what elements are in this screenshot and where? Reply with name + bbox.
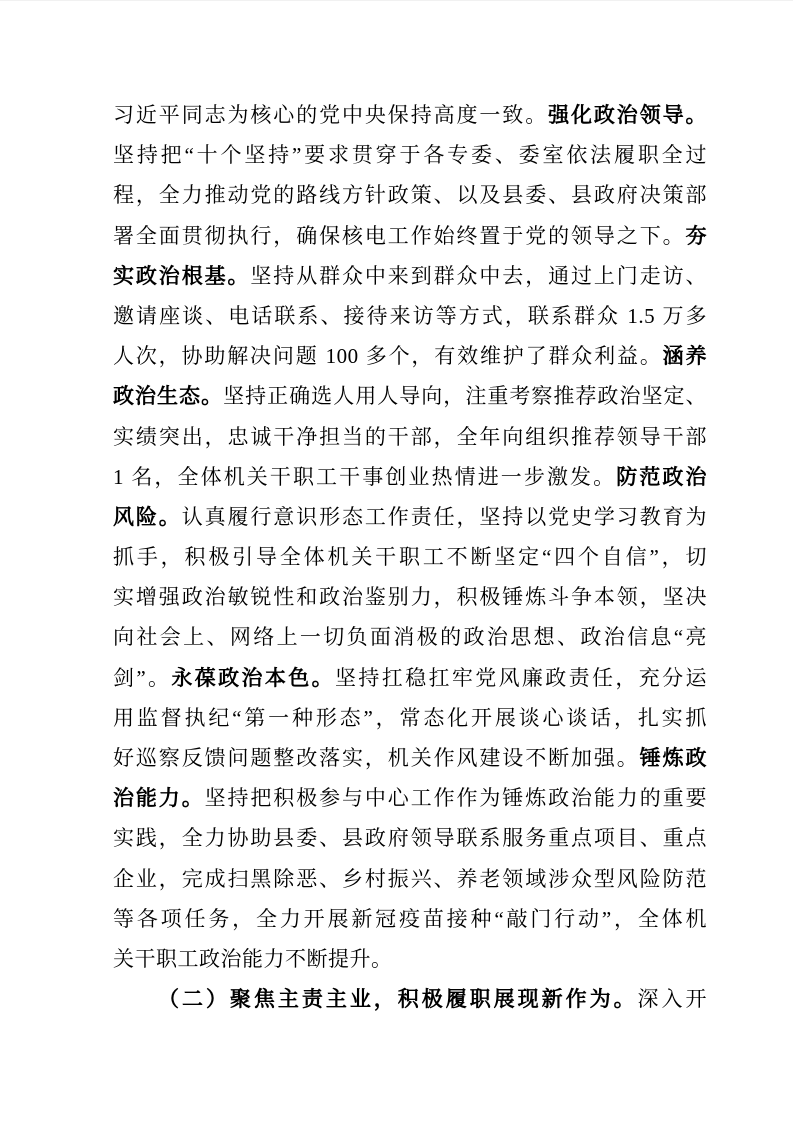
text-line [113,336,707,376]
body-text: 等各项任务，全力开展新冠疫苗接种“敲门行动”，全体机 [113,906,707,931]
text-line [113,738,707,778]
text-line [113,818,707,858]
body-text: 用监督执纪“第一种形态”，常态化开展谈心谈话，扎实抓 [113,705,707,730]
text-line [113,577,707,617]
body-text: 坚持正确选人用人导向，注重考察推荐政治坚定、 [223,384,708,409]
document-body [113,95,707,1019]
emphasis-text: 治能力。 [113,786,205,811]
text-line [113,497,707,537]
body-text: 关干职工政治能力不断提升。 [113,946,393,971]
emphasis-text: 政治生态。 [113,384,224,409]
body-text: 坚持扛稳扛牢党风廉政责任，充分运 [335,665,708,690]
emphasis-text: 强化政治领导。 [548,103,708,127]
emphasis-text: 涵养 [662,344,708,369]
text-line [113,175,707,215]
body-text: 向社会上、网络上一切负面消极的政治思想、政治信息“亮 [113,625,707,650]
body-text: 署全面贯彻执行，确保核电工作始终置于党的领导之下。 [113,223,686,248]
emphasis-text: 实政治根基。 [113,263,251,288]
text-line [113,95,707,135]
emphasis-text: 夯 [685,223,707,248]
body-text: 实绩突出，忠诚干净担当的干部，全年向组织推荐领导干部 [113,424,707,449]
body-text: 坚持把“十个坚持”要求贯穿于各专委、委室依法履职全过 [113,143,707,168]
text-line [113,859,707,899]
text-line [113,537,707,577]
emphasis-text: 防范政治 [616,464,708,489]
text-line [113,457,707,497]
body-text: 实践，全力协助县委、县政府领导联系服务重点项目、重点 [113,826,707,851]
text-line [113,617,707,657]
body-text: 剑”。 [113,665,172,690]
text-line [113,658,707,698]
body-text: 坚持把积极参与中心工作作为锤炼政治能力的重要 [204,786,708,811]
text-line [113,698,707,738]
body-text: 坚持从群众中来到群众中去，通过上门走访、 [250,263,708,288]
body-text: 认真履行意识形态工作责任，坚持以党史学习教育为 [181,504,708,529]
text-line [113,778,707,818]
text-line [113,899,707,939]
body-text: 实增强政治敏锐性和政治鉴别力，积极锤炼斗争本领，坚决 [113,585,707,610]
body-text: 邀请座谈、电话联系、接待来访等方式，联系群众 1.5 万多 [113,303,707,328]
body-text: 程，全力推动党的路线方针政策、以及县委、县政府决策部 [113,183,707,208]
text-line [113,417,707,457]
text-line [113,135,707,175]
text-line [113,256,707,296]
emphasis-text: 锤炼政 [639,746,708,770]
text-line [113,296,707,336]
text-line [113,376,707,416]
text-line [113,979,707,1019]
body-text: 企业，完成扫黑除恶、乡村振兴、养老领域涉众型风险防范 [113,866,707,891]
body-text: 习近平同志为核心的党中央保持高度一致。 [113,103,549,127]
emphasis-text: （二）聚焦主责主业，积极履职展现新作为。 [158,987,638,1012]
body-text: 好巡察反馈问题整改落实，机关作风建设不断加强。 [113,746,640,770]
body-text: 人次，协助解决问题 100 多个，有效维护了群众利益。 [113,344,663,369]
text-line [113,216,707,256]
emphasis-text: 永葆政治本色。 [171,665,335,690]
body-text: 抓手，积极引导全体机关干职工不断坚定“四个自信”，切 [113,545,707,570]
body-text: 深入开 [637,987,708,1012]
emphasis-text: 风险。 [113,504,182,529]
body-text: 1 名，全体机关干职工干事创业热情进一步激发。 [113,464,617,489]
text-line [113,939,707,979]
